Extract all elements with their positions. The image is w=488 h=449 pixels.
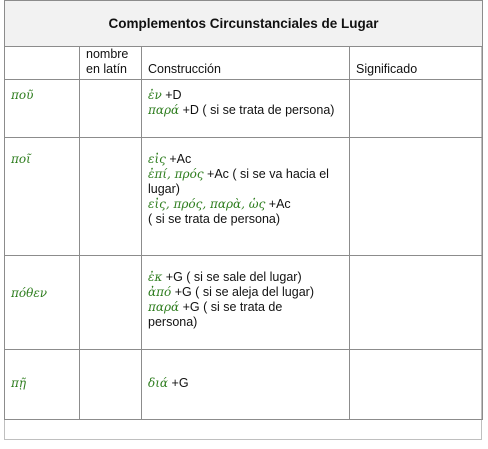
table-row: [5, 138, 483, 256]
greek-preposition: ἐν: [148, 88, 162, 102]
adverb-cell: [5, 350, 80, 420]
adverb-cell: [5, 138, 80, 256]
construction-cell: [142, 138, 350, 256]
case-text: +Ac: [265, 197, 291, 211]
case-text: +D: [161, 88, 182, 102]
case-text: +G ( si se trata de: [179, 300, 283, 314]
adverb-label: πόθεν: [11, 286, 48, 300]
latin-cell: [80, 350, 142, 420]
case-text: persona): [148, 315, 198, 329]
adverb-label: ποῦ: [11, 88, 34, 102]
greek-preposition: παρά: [148, 103, 180, 117]
latin-cell: [80, 256, 142, 350]
case-text: +G ( si se sale del lugar): [162, 270, 302, 284]
table-title: Complementos Circunstanciales de Lugar: [5, 1, 483, 47]
latin-cell: [80, 138, 142, 256]
latin-cell: [80, 80, 142, 138]
construction-text: [142, 256, 349, 330]
adverb-cell: [5, 256, 80, 350]
adverb-cell: [5, 80, 80, 138]
construction-cell: [142, 256, 350, 350]
greek-preposition: διά: [148, 376, 169, 390]
meaning-cell: [350, 138, 483, 256]
header-row: [5, 47, 483, 80]
greek-preposition: εἰς: [148, 152, 166, 166]
header-col-construccion: Construcción: [142, 47, 350, 80]
construction-cell: [142, 80, 350, 138]
meaning-cell: [350, 80, 483, 138]
case-text: +G ( si se aleja del lugar): [171, 285, 314, 299]
adverb-label: πῇ: [11, 376, 27, 390]
table-row: [5, 350, 483, 420]
construction-text: [142, 350, 349, 391]
meaning-cell: [350, 350, 483, 420]
greek-preposition: ἐκ: [148, 270, 163, 284]
meaning-cell: [350, 256, 483, 350]
greek-preposition: ἐπί, πρός: [148, 167, 204, 181]
table-row: [5, 80, 483, 138]
case-text: +Ac: [165, 152, 192, 166]
construction-text: [142, 138, 349, 227]
complementos-table: [4, 0, 483, 420]
greek-preposition: παρά: [148, 300, 180, 314]
header-col-nombre-latin: nombre en latín: [80, 47, 142, 80]
greek-preposition: εἰς, πρός, παρὰ, ὡς: [148, 197, 266, 211]
case-text: lugar): [148, 182, 180, 196]
header-col-significado: Significado: [350, 47, 483, 80]
case-text: +D ( si se trata de persona): [179, 103, 335, 117]
case-text: +G: [168, 376, 189, 390]
construction-cell: [142, 350, 350, 420]
greek-preposition: ἀπό: [148, 285, 172, 299]
table-row: [5, 256, 483, 350]
adverb-label: ποῖ: [11, 152, 31, 166]
construction-text: [142, 80, 349, 118]
case-text: +Ac ( si se va hacia el: [203, 167, 329, 181]
case-text: ( si se trata de persona): [148, 212, 281, 226]
header-col-adverb: [5, 47, 80, 80]
